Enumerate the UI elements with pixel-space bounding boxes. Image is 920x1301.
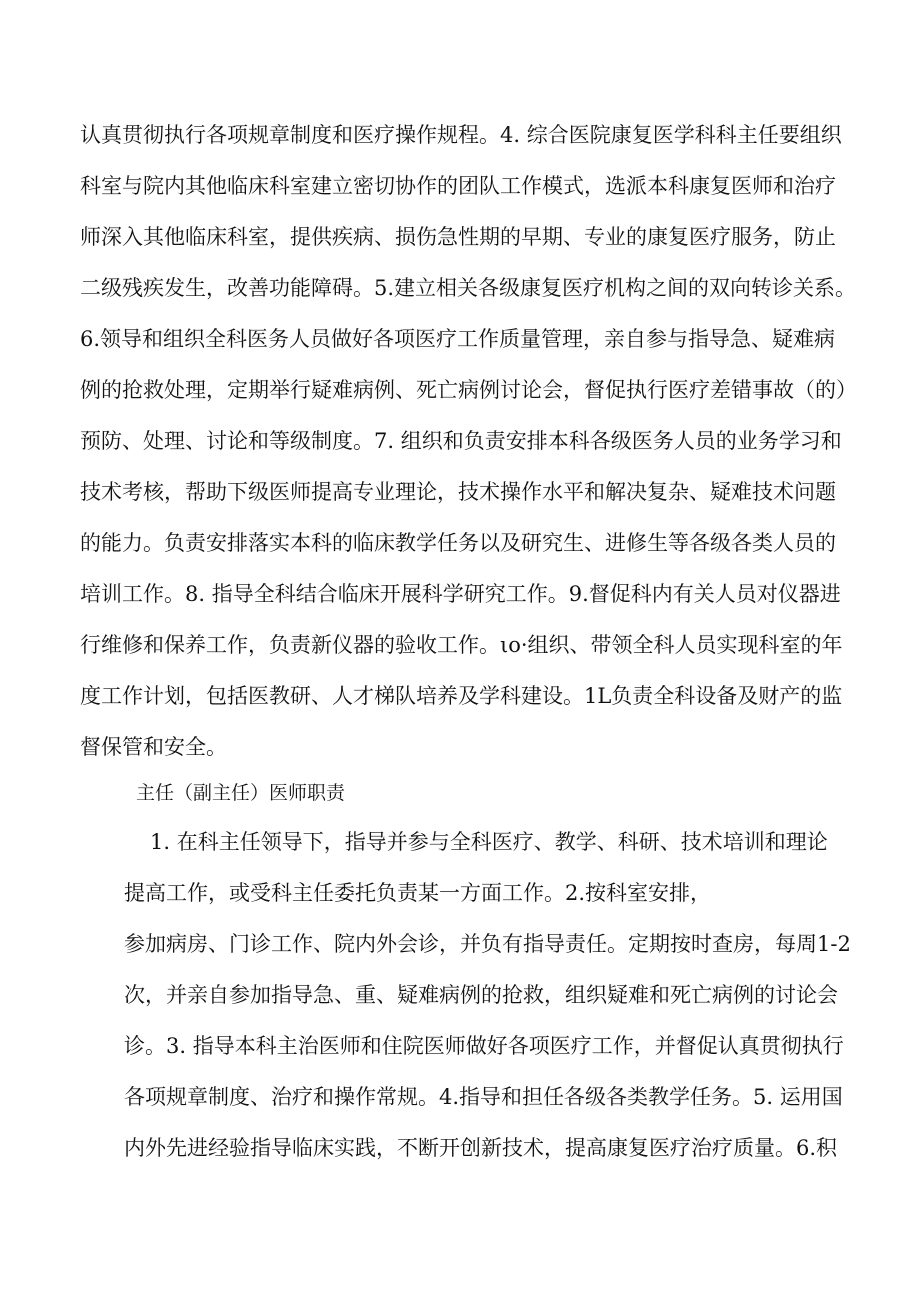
paragraph-1-line-5: 6.领导和组织全科医务人员做好各项医疗工作质量管理，亲自参与指导急、疑难病: [80, 327, 836, 351]
paragraph-1-line-4: 二级残疾发生，改善功能障碍。5.建立相关各级康复医疗机构之间的双向转诊关系。: [80, 276, 857, 300]
section-heading: 主任（副主任）医师职责: [136, 782, 346, 804]
paragraph-1-line-8: 技术考核，帮助下级医师提高专业理论，技术操作水平和解决复杂、疑难技术问题: [80, 480, 836, 504]
paragraph-1-line-10: 培训工作。8. 指导全科结合临床开展科学研究工作。9.督促科内有关人员对仪器进: [80, 582, 841, 606]
paragraph-2-line-7: 内外先进经验指导临床实践，不断开创新技术，提高康复医疗治疗质量。6.积: [124, 1136, 838, 1160]
paragraph-2-line-2: 提高工作，或受科主任委托负责某一方面工作。2.按科室安排，: [124, 881, 712, 905]
paragraph-1-line-11: 行维修和保养工作，负责新仪器的验收工作。ιo·组织、带领全科人员实现科室的年: [80, 633, 843, 657]
paragraph-1-line-2: 科室与院内其他临床科室建立密切协作的团队工作模式，选派本科康复医师和治疗: [80, 174, 836, 198]
paragraph-1-line-1: 认真贯彻执行各项规章制度和医疗操作规程。4. 综合医院康复医学科科主任要组织: [80, 123, 842, 147]
paragraph-1-line-7: 预防、处理、讨论和等级制度。7. 组织和负责安排本科各级医务人员的业务学习和: [80, 429, 842, 453]
paragraph-1-line-9: 的能力。负责安排落实本科的临床教学任务以及研究生、进修生等各级各类人员的: [80, 531, 836, 555]
paragraph-2-line-1: 1. 在科主任领导下，指导并参与全科医疗、教学、科研、技术培训和理论: [150, 830, 828, 854]
paragraph-2-line-6: 各项规章制度、治疗和操作常规。4.指导和担任各级各类教学任务。5. 运用国: [124, 1085, 843, 1109]
paragraph-1-line-6: 例的抢救处理，定期举行疑难病例、死亡病例讨论会，督促执行医疗差错事故（的）: [80, 378, 857, 402]
paragraph-2-line-4: 次，并亲自参加指导急、重、疑难病例的抢救，组织疑难和死亡病例的讨论会: [124, 983, 838, 1007]
paragraph-1-line-3: 师深入其他临床科室，提供疾病、损伤急性期的早期、专业的康复医疗服务，防止: [80, 225, 836, 249]
paragraph-1-line-12: 度工作计划，包括医教研、人才梯队培养及学科建设。1L负责全科设备及财产的监: [80, 684, 843, 708]
paragraph-2-line-3: 参加病房、门诊工作、院内外会诊，并负有指导责任。定期按时查房，每周1-2: [124, 932, 851, 956]
paragraph-1-line-13: 督保管和安全。: [80, 735, 227, 759]
paragraph-2-line-5: 诊。3. 指导本科主治医师和住院医师做好各项医疗工作，并督促认真贯彻执行: [124, 1034, 844, 1058]
